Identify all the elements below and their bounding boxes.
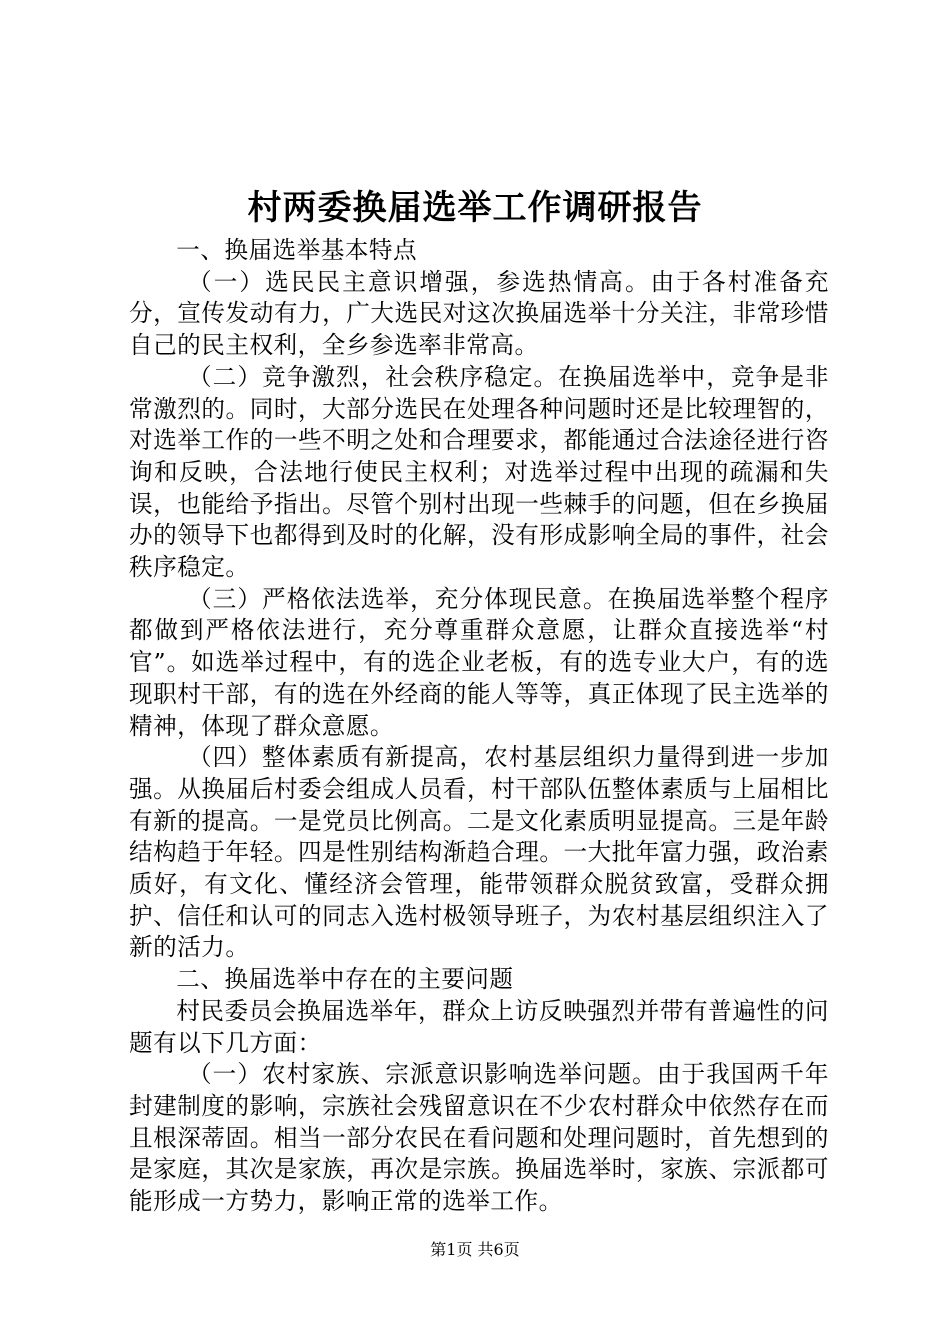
paragraph: （二）竞争激烈，社会秩序稳定。在换届选举中，竞争是非常激烈的。同时，大部分选民在处理各种问题时还是比较理智的，对选举工作的一些不明之处和合理要求，都能通过合法途径进行咨询和反映，合法地行使民主权利；对选举过程中出现的疏漏和失误，也能给予指出。尽管个别村出现一些棘手的问题，但在乡换届办的领导下也都得到及时的化解，没有形成影响全局的事件，社会秩序稳定。 — [129, 362, 829, 582]
document-title: 村两委换届选举工作调研报告 — [247, 188, 703, 228]
paragraph: （一）农村家族、宗派意识影响选举问题。由于我国两千年封建制度的影响，宗族社会残留意识在不少农村群众中依然存在而且根深蒂固。相当一部分农民在看问题和处理问题时，首先想到的是家庭，其次是家族，再次是宗族。换届选举时，家族、宗派都可能形成一方势力，影响正常的选举工作。 — [129, 1060, 829, 1216]
page-number-footer: 第1页 共6页 — [430, 1240, 520, 1259]
paragraph: 村民委员会换届选举年，群众上访反映强烈并带有普遍性的问题有以下几方面： — [129, 996, 829, 1057]
section-heading-1: 一、换届选举基本特点 — [176, 236, 418, 264]
document-body — [129, 235, 829, 1218]
paragraph: （四）整体素质有新提高，农村基层组织力量得到进一步加强。从换届后村委会组成人员看，村干部队伍整体素质与上届相比有新的提高。一是党员比例高。二是文化素质明显提高。三是年龄结构趋于年轻。四是性别结构渐趋合理。一大批年富力强，政治素质好，有文化、懂经济会管理，能带领群众脱贫致富，受群众拥护、信任和认可的同志入选村极领导班子，为农村基层组织注入了新的活力。 — [129, 743, 829, 962]
section-heading-2: 二、换届选举中存在的主要问题 — [176, 965, 514, 994]
paragraph: （三）严格依法选举，充分体现民意。在换届选举整个程序都做到严格依法进行，充分尊重群众意愿，让群众直接选举“村官”。如选举过程中，有的选企业老板，有的选专业大户，有的选现职村干部，有的选在外经商的能人等等，真正体现了民主选举的精神，体现了群众意愿。 — [129, 584, 829, 740]
paragraph: （一）选民民主意识增强，参选热情高。由于各村准备充分，宣传发动有力，广大选民对这次换届选举十分关注，非常珍惜自己的民主权利，全乡参选率非常高。 — [129, 267, 829, 360]
